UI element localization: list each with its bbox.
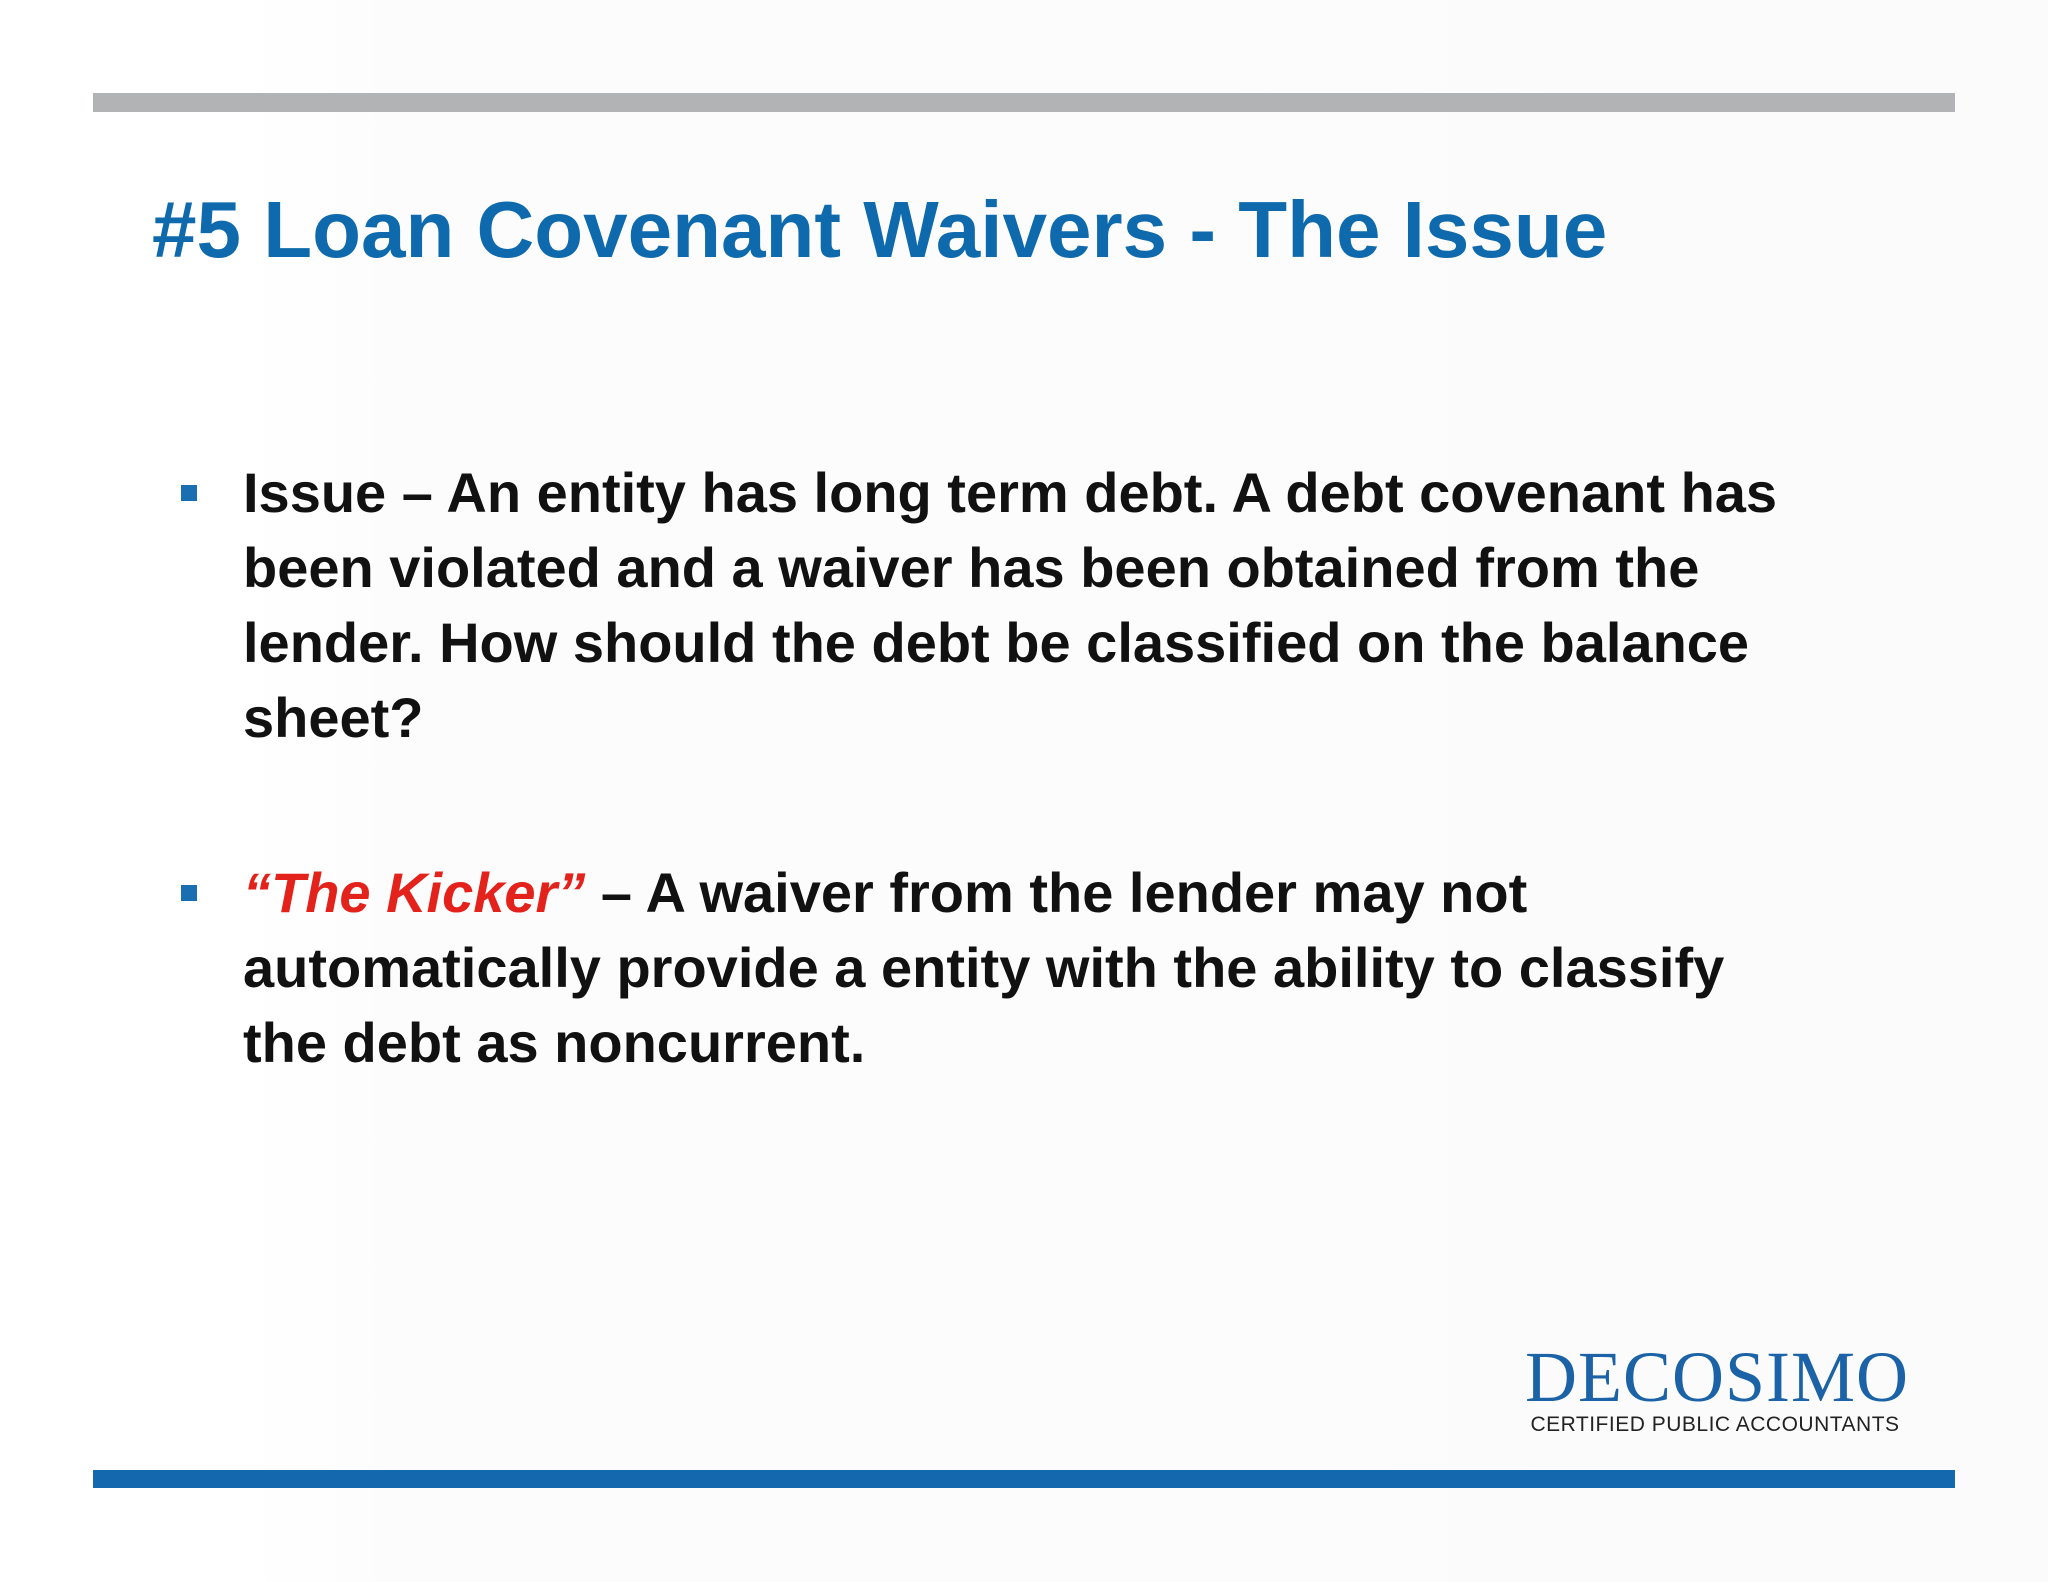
bullet-item-issue xyxy=(175,455,1795,755)
bottom-divider xyxy=(93,1470,1955,1488)
top-divider xyxy=(93,93,1955,112)
bullet-list xyxy=(175,455,1795,1080)
square-bullet-icon xyxy=(181,885,197,901)
kicker-highlight: “The Kicker” xyxy=(243,861,586,924)
bullet-text: – A waiver from the lender may not automatically provide a entity with the ability to classify the debt as noncurrent. xyxy=(243,861,1725,1074)
square-bullet-icon xyxy=(181,485,197,501)
logo-name: DECOSIMO xyxy=(1525,1337,1910,1417)
bullet-text: Issue – An entity has long term debt. A debt covenant has been violated and a waiver has been obtained from the lender. How should the debt be classified on the balance sheet? xyxy=(243,461,1778,749)
logo-tagline: CERTIFIED PUBLIC ACCOUNTANTS xyxy=(1530,1413,1900,1436)
slide-title: #5 Loan Covenant Waivers - The Issue xyxy=(152,185,1608,274)
company-logo xyxy=(1525,1337,1910,1437)
bullet-item-kicker xyxy=(175,855,1795,1080)
